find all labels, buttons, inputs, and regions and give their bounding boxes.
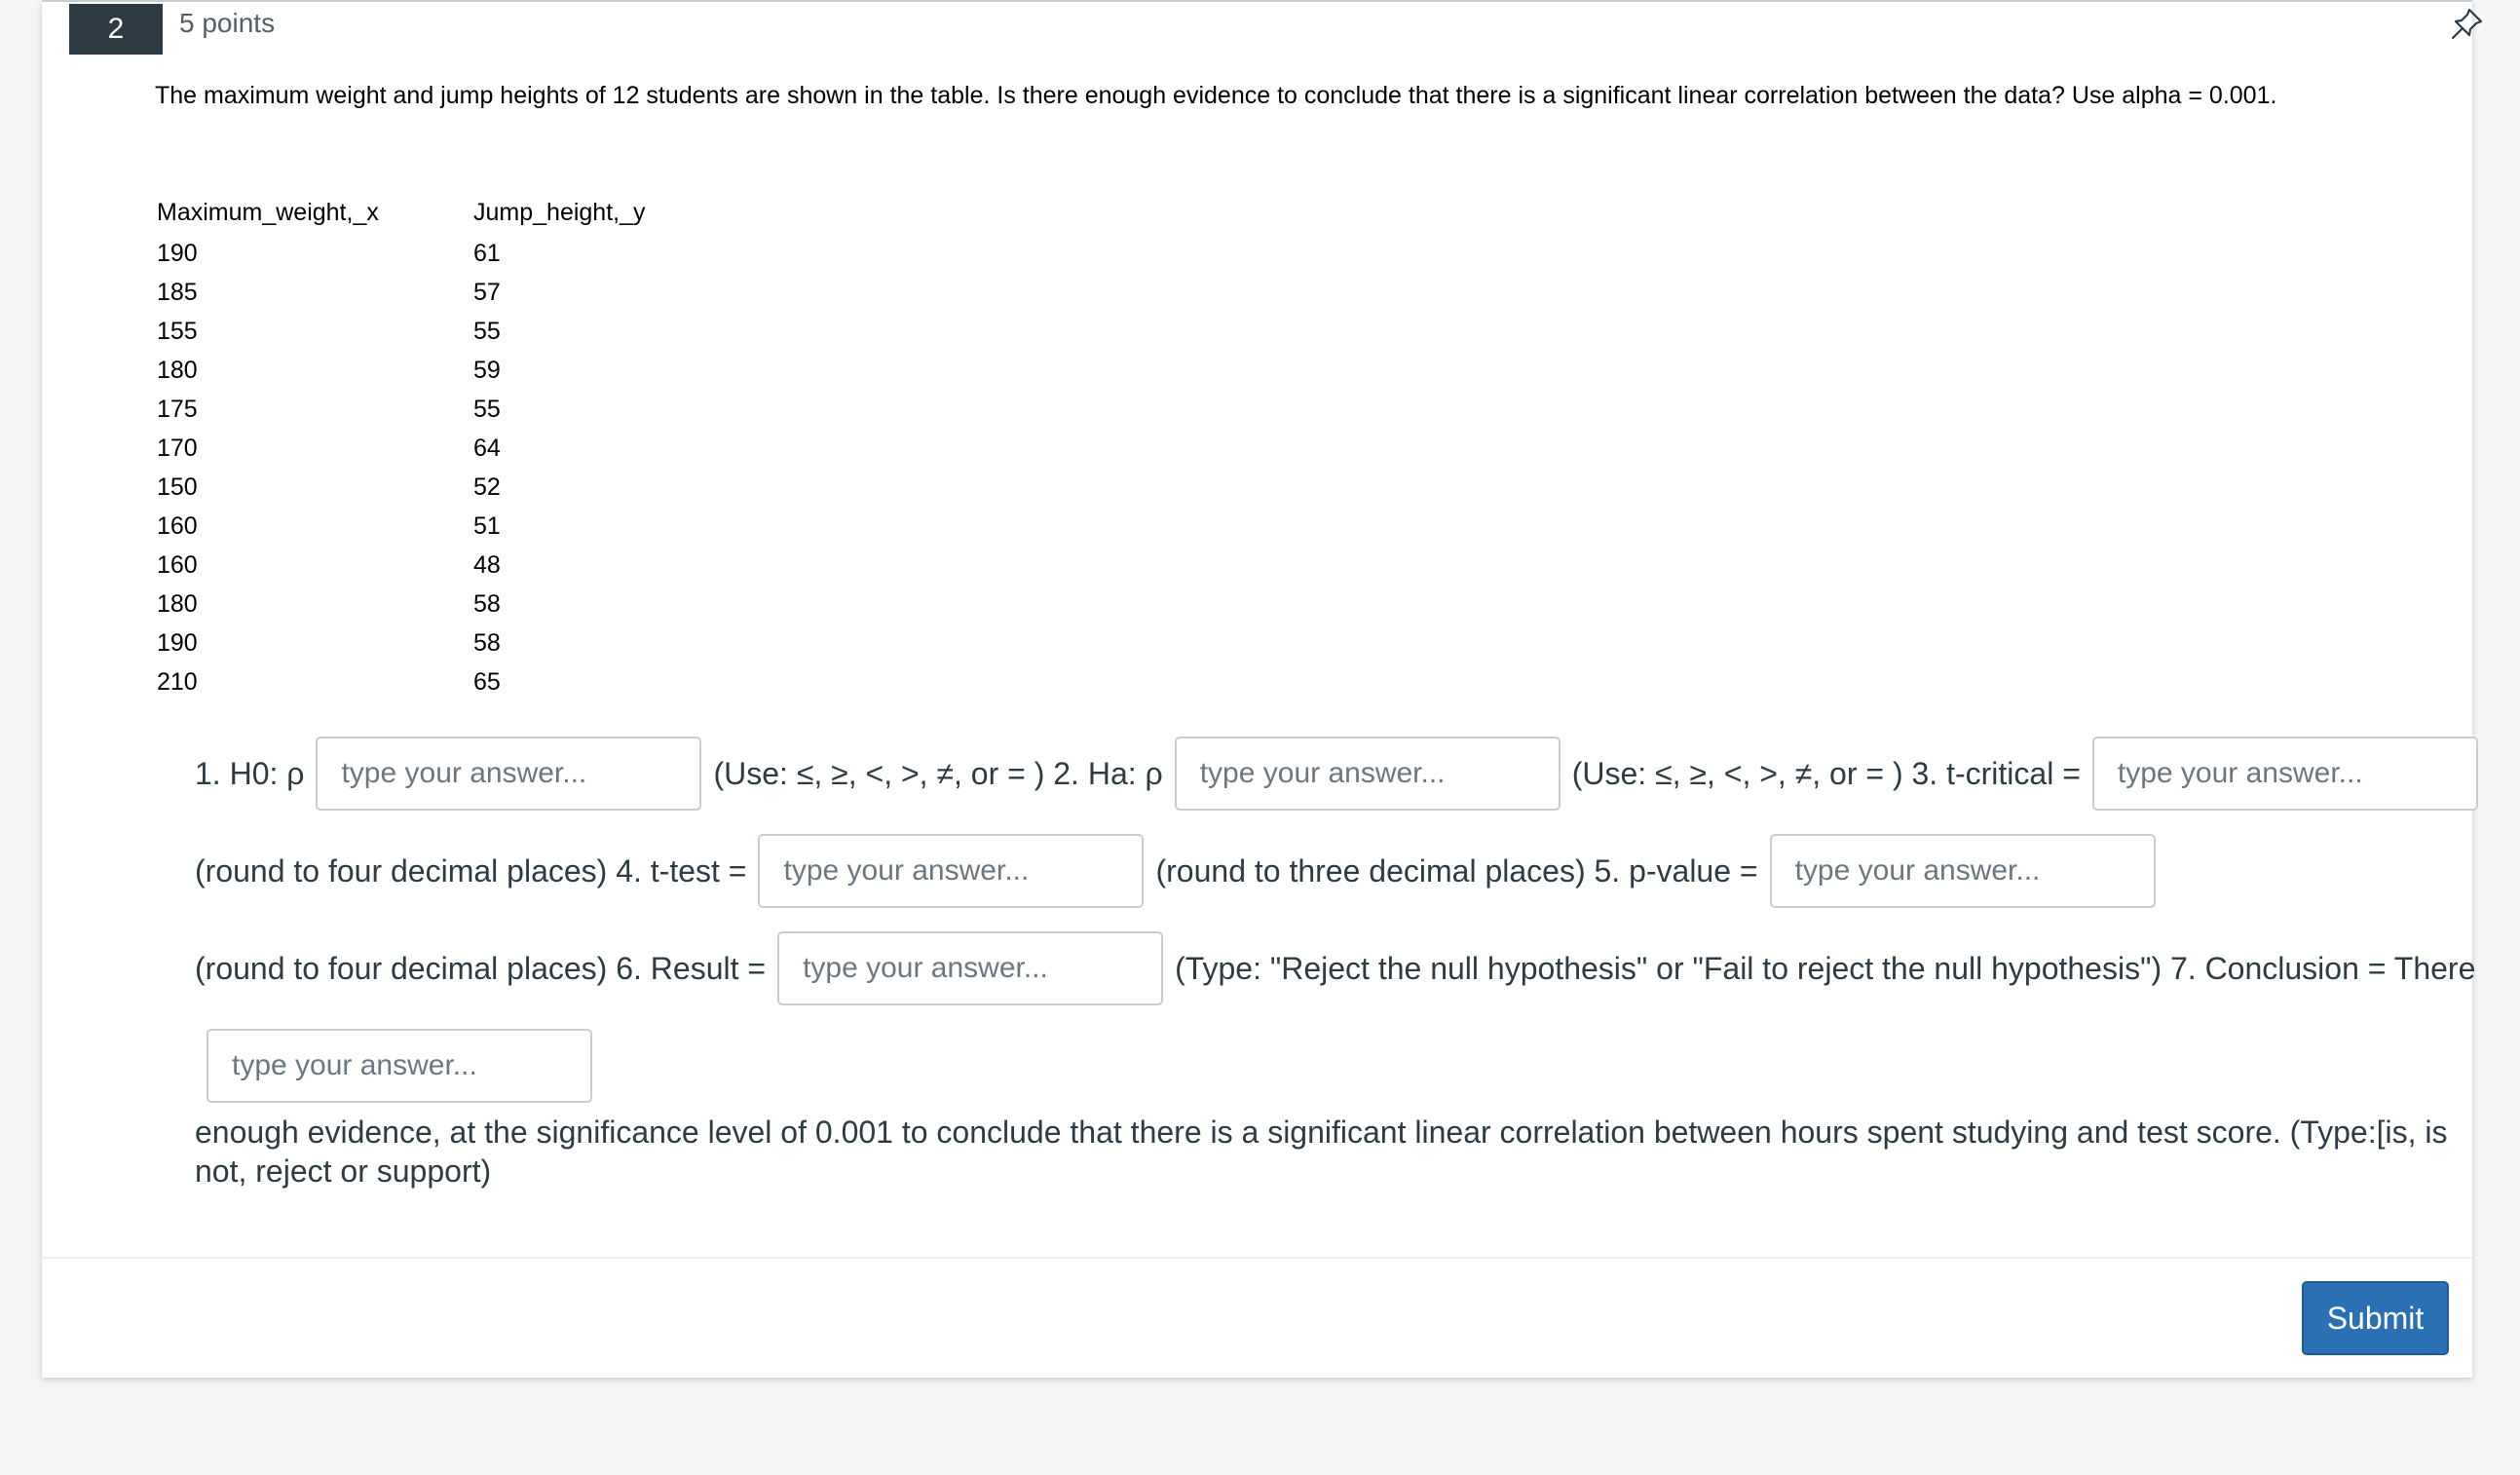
table-row xyxy=(157,273,668,312)
p-value-label: (round to three decimal places) 5. p-value = xyxy=(1155,852,1758,889)
answer-line-1 xyxy=(195,737,2490,811)
table-row xyxy=(157,351,668,390)
jump-cell: 57 xyxy=(473,278,501,306)
t-critical-label: (Use: ≤, ≥, <, >, ≠, or = ) 3. t-critical = xyxy=(1571,755,2081,791)
ha-label: (Use: ≤, ≥, <, >, ≠, or = ) 2. Ha: ρ xyxy=(713,755,1163,791)
jump-cell: 51 xyxy=(473,511,501,540)
result-label: (round to four decimal places) 6. Result = xyxy=(195,950,767,986)
submit-button[interactable]: Submit xyxy=(2302,1281,2449,1355)
table-row xyxy=(157,585,668,624)
question-prompt: The maximum weight and jump heights of 12 students are shown in the table. Is there enough evidence to conclude that there is a significant linear correlation between the data? Use alpha = 0.001. xyxy=(155,82,2277,109)
pin-icon[interactable] xyxy=(2446,4,2487,45)
column-header-jump: Jump_height,_y xyxy=(473,198,646,226)
weight-cell: 190 xyxy=(157,628,198,657)
jump-cell: 58 xyxy=(473,628,501,657)
answer-line-4 xyxy=(195,1029,604,1103)
jump-cell: 55 xyxy=(473,317,501,345)
weight-cell: 180 xyxy=(157,589,198,618)
t-test-label: (round to four decimal places) 4. t-test = xyxy=(195,852,747,889)
weight-cell: 160 xyxy=(157,550,198,579)
jump-cell: 64 xyxy=(473,434,501,462)
quiz-question-card xyxy=(42,0,2476,1378)
question-number-badge: 2 xyxy=(69,4,163,55)
question-points: 5 points xyxy=(179,8,276,38)
answer-line-3 xyxy=(195,931,2475,1005)
weight-cell: 180 xyxy=(157,356,198,384)
table-row xyxy=(157,429,668,468)
footer-divider xyxy=(42,1257,2472,1259)
jump-cell: 48 xyxy=(473,550,501,579)
jump-cell: 59 xyxy=(473,356,501,384)
weight-cell: 150 xyxy=(157,473,198,501)
ha-answer-input[interactable] xyxy=(1175,737,1561,811)
table-row xyxy=(157,546,668,585)
data-table xyxy=(157,191,668,701)
conclusion-text: enough evidence, at the significance level of 0.001 to conclude that there is a significant linear correlation between hours spent studying and test score. (Type:[is, is not, reject or support) xyxy=(195,1115,2448,1189)
jump-cell: 65 xyxy=(473,667,501,696)
t-test-answer-input[interactable] xyxy=(758,834,1144,908)
table-row xyxy=(157,507,668,546)
weight-cell: 210 xyxy=(157,667,198,696)
t-critical-answer-input[interactable] xyxy=(2092,737,2478,811)
answer-line-2 xyxy=(195,834,2167,908)
jump-cell: 55 xyxy=(473,395,501,423)
conclusion-answer-input[interactable] xyxy=(207,1029,592,1103)
h0-label: 1. H0: ρ xyxy=(195,755,305,791)
h0-answer-input[interactable] xyxy=(316,737,701,811)
result-answer-input[interactable] xyxy=(777,931,1163,1005)
weight-cell: 155 xyxy=(157,317,198,345)
weight-cell: 185 xyxy=(157,278,198,306)
table-row xyxy=(157,624,668,662)
p-value-answer-input[interactable] xyxy=(1770,834,2156,908)
jump-cell: 58 xyxy=(473,589,501,618)
table-row xyxy=(157,234,668,273)
weight-cell: 175 xyxy=(157,395,198,423)
table-row xyxy=(157,468,668,507)
jump-cell: 61 xyxy=(473,239,501,267)
weight-cell: 190 xyxy=(157,239,198,267)
table-row xyxy=(157,662,668,701)
column-header-weight: Maximum_weight,_x xyxy=(157,198,379,226)
conclusion-label: (Type: "Reject the null hypothesis" or "Fail to reject the null hypothesis") 7. Conclusion = There xyxy=(1175,950,2476,986)
table-row xyxy=(157,312,668,351)
jump-cell: 52 xyxy=(473,473,501,501)
table-row xyxy=(157,390,668,429)
weight-cell: 170 xyxy=(157,434,198,462)
weight-cell: 160 xyxy=(157,511,198,540)
